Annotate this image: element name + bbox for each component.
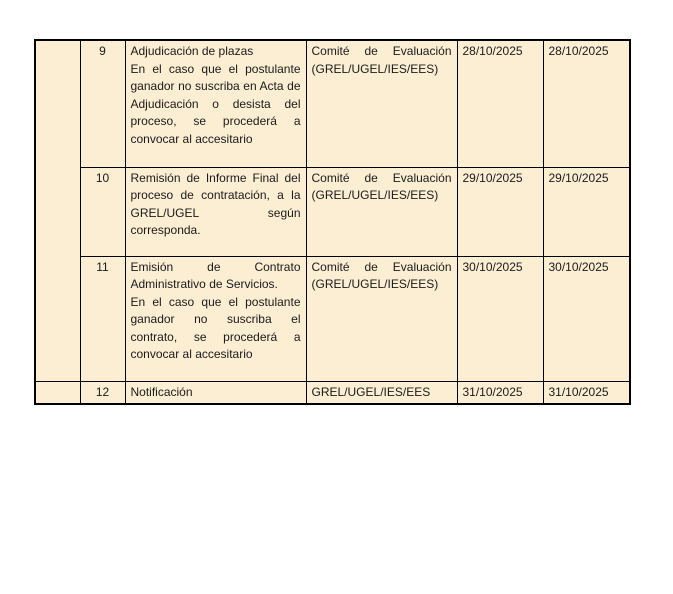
activity-cell bbox=[125, 167, 306, 256]
responsible-text: Comité de Evaluación (GREL/UGEL/IES/EES) bbox=[311, 170, 452, 202]
row-number-cell: 10 bbox=[80, 167, 125, 256]
activity-paragraph: Emisión de Contrato Administrativo de Servicios. bbox=[130, 259, 301, 291]
table-row bbox=[35, 256, 630, 381]
table-row bbox=[35, 381, 630, 404]
activity-paragraph: En el caso que el postulante ganador no suscriba en Acta de Adjudicación o desista del proceso, se procederá a convocar al accesitario bbox=[130, 61, 301, 146]
spacer-cell bbox=[35, 381, 80, 404]
row-number-cell: 11 bbox=[80, 256, 125, 381]
responsible-cell bbox=[306, 256, 457, 381]
table-row bbox=[35, 167, 630, 256]
date-cell: 30/10/2025 bbox=[457, 256, 543, 381]
date-cell: 29/10/2025 bbox=[457, 167, 543, 256]
activity-paragraph: Notificación bbox=[130, 384, 193, 399]
activity-cell bbox=[125, 40, 306, 167]
activity-paragraph: Adjudicación de plazas bbox=[130, 44, 254, 58]
responsible-text: Comité de Evaluación (GREL/UGEL/IES/EES) bbox=[311, 44, 452, 76]
responsible-text: Comité de Evaluación (GREL/UGEL/IES/EES) bbox=[311, 259, 452, 291]
date-cell: 31/10/2025 bbox=[543, 381, 630, 404]
responsible-text: GREL/UGEL/IES/EES bbox=[311, 384, 431, 399]
date-cell: 28/10/2025 bbox=[543, 40, 630, 167]
responsible-cell bbox=[306, 167, 457, 256]
date-cell: 29/10/2025 bbox=[543, 167, 630, 256]
spacer-cell bbox=[35, 40, 80, 381]
date-cell: 30/10/2025 bbox=[543, 256, 630, 381]
date-cell: 28/10/2025 bbox=[457, 40, 543, 167]
responsible-cell bbox=[306, 40, 457, 167]
activity-cell bbox=[125, 381, 306, 404]
activity-paragraph: Remisión de Informe Final del proceso de contratación, a la GREL/UGEL según corresponda. bbox=[130, 170, 301, 237]
activity-cell bbox=[125, 256, 306, 381]
schedule-table bbox=[34, 39, 631, 405]
row-number-cell: 12 bbox=[80, 381, 125, 404]
row-number-cell: 9 bbox=[80, 40, 125, 167]
activity-paragraph: En el caso que el postulante ganador no suscriba el contrato, se procederá a convocar al accesitario bbox=[130, 294, 301, 361]
responsible-cell bbox=[306, 381, 457, 404]
date-cell: 31/10/2025 bbox=[457, 381, 543, 404]
table-row bbox=[35, 40, 630, 167]
